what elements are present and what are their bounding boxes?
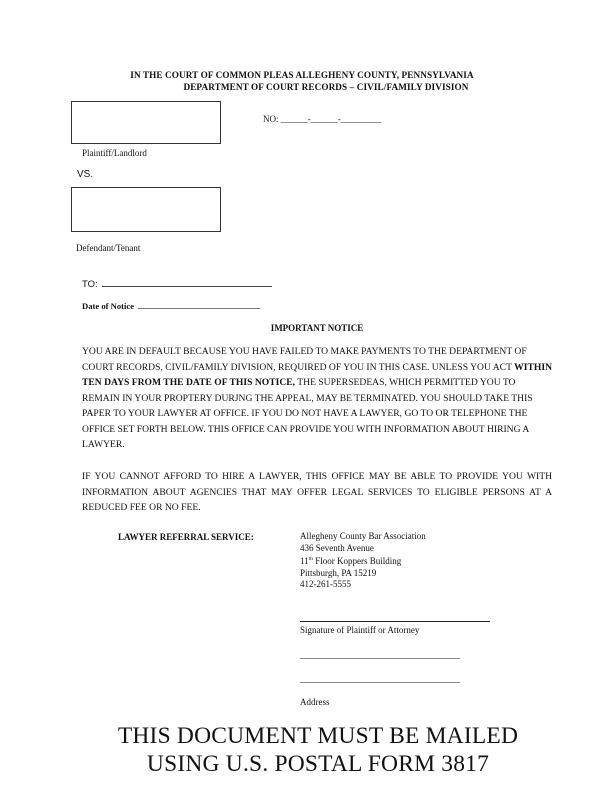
notice-paragraph-1: YOU ARE IN DEFAULT BECAUSE YOU HAVE FAILED TO MAKE PAYMENTS TO THE DEPARTMENT OF COURT RECORDS, CIVIL/FAMILY DIVISION, REQUIRED OF YOU IN THIS CASE. UNLESS YOU ACT WITHIN TEN DAYS FROM THE DATE OF THIS NOTICE, THE SUPERSEDEAS, WHICH PERMITTED YOU TO REMAIN IN YOUR PROPTERY DURJNG THE APPEAL, MAY BE TERMINATED. YOU SHOULD TAKE THIS PAPER TO YOUR LAWYER AT OFFICE. IF YOU DO NOT HAVE A LAWYER, GO TO OR TELEPHONE THE OFFICE SET FORTH BELOW. THIS OFFICE CAN PROVIDE YOU WITH INFORMATION ABOUT HIRING A LAWYER. [82, 346, 553, 450]
address-line-1[interactable] [300, 658, 460, 659]
defendant-label: Defendant/Tenant [76, 243, 141, 253]
notice-paragraph-2: IF YOU CANNOT AFFORD TO HIRE A LAWYER, THIS OFFICE MAY BE ABLE TO PROVIDE YOU WITH INFORMATION ABOUT AGENCIES THAT MAY OFFER LEGAL SERVICES TO ELIGIBLE PERSONS AT A REDUCED FEE OR NO FEE. [82, 471, 552, 513]
to-field[interactable] [102, 278, 272, 287]
signature-label: Signature of Plaintiff or Attorney [300, 625, 420, 635]
bar-floor: 11th Floor Koppers Building [300, 556, 402, 566]
date-of-notice-field[interactable] [138, 300, 260, 309]
date-of-notice-label: Date of Notice [82, 301, 135, 311]
case-number-label: NO: [263, 114, 279, 124]
lawyer-referral-address [300, 531, 426, 591]
court-header-line2: DEPARTMENT OF COURT RECORDS – CIVIL/FAMILY DIVISION [183, 82, 469, 92]
case-number-field[interactable]: ______-______-_________ [280, 114, 382, 124]
address-label: Address [300, 697, 330, 707]
plaintiff-name-box[interactable] [71, 101, 221, 144]
court-header-line1: IN THE COURT OF COMMON PLEAS ALLEGHENY COUNTY, PENNSYLVANIA [130, 70, 474, 80]
address-line-2[interactable] [300, 682, 460, 683]
case-number [263, 114, 381, 124]
versus-label: VS. [77, 169, 94, 180]
to-label: TO: [82, 279, 98, 290]
bar-phone: 412-261-5555 [300, 579, 351, 589]
lawyer-referral-label: LAWYER REFERRAL SERVICE: [118, 532, 254, 542]
bar-street: 436 Seventh Avenue [300, 542, 374, 553]
bar-association-name: Allegheny County Bar Association [300, 531, 426, 541]
mailing-requirement-line2: USING U.S. POSTAL FORM 3817 [146, 751, 490, 777]
date-of-notice-row [82, 300, 260, 311]
defendant-name-box[interactable] [71, 187, 221, 232]
notice-title: IMPORTANT NOTICE [270, 323, 364, 333]
notice-deadline: WITHIN TEN DAYS FROM THE DATE OF THIS NOTICE, [82, 361, 553, 388]
to-row [82, 278, 272, 290]
bar-city: Pittsburgh, PA 15219 [300, 567, 377, 578]
mailing-requirement-line1: THIS DOCUMENT MUST BE MAILED [117, 723, 519, 749]
signature-line[interactable] [300, 621, 490, 622]
plaintiff-label: Plaintiff/Landlord [82, 148, 147, 158]
